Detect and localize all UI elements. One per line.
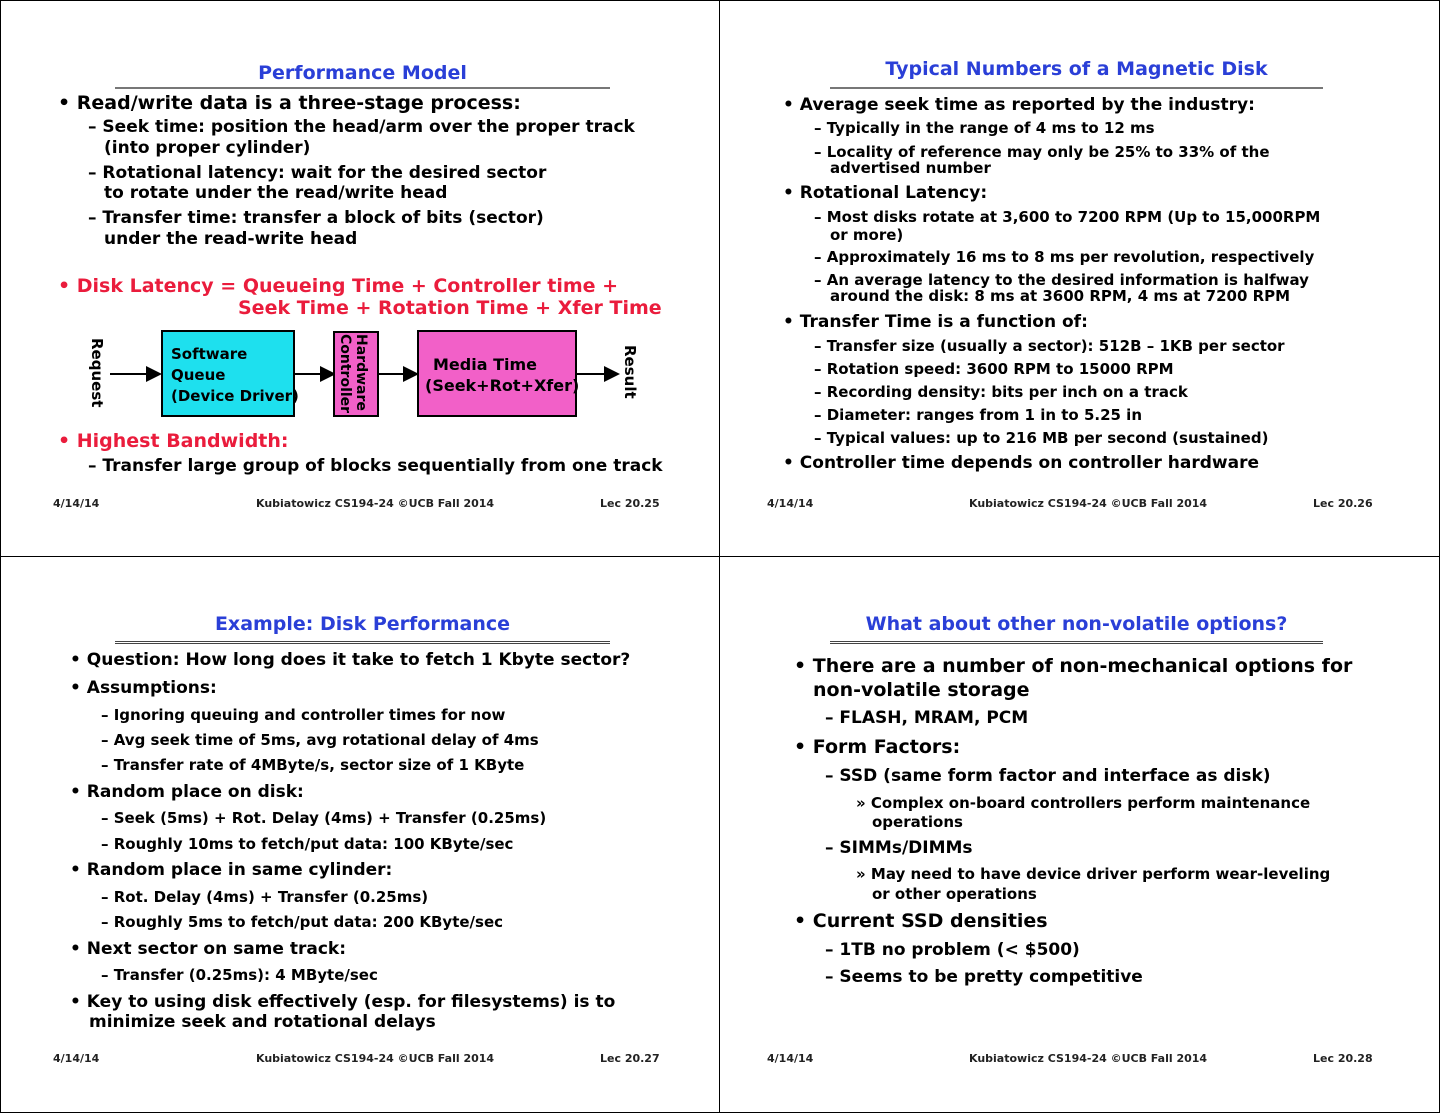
request-label: Request — [88, 338, 106, 408]
bullet: • Next sector on same track: — [70, 939, 347, 959]
bandwidth-heading: • Highest Bandwidth: — [58, 430, 289, 452]
latency-formula-cont: Seek Time + Rotation Time + Xfer Time — [238, 297, 662, 319]
sub-bullet: – 1TB no problem (< $500) — [825, 940, 1080, 960]
sub-bullet: – Rotational latency: wait for the desired sector — [88, 163, 547, 183]
hardware-controller-box — [333, 331, 379, 417]
bullet-cont: minimize seek and rotational delays — [89, 1012, 436, 1032]
controller-label: Controller — [337, 334, 353, 414]
sub-bullet: – SSD (same form factor and interface as disk) — [825, 766, 1271, 786]
sub-bullet: – Ignoring queuing and controller times for now — [101, 706, 506, 724]
bullet: • Rotational Latency: — [783, 183, 988, 203]
bullet: • Average seek time as reported by the industry: — [783, 95, 1255, 115]
bullet: • Controller time depends on controller hardware — [783, 453, 1259, 473]
footer-course: Kubiatowicz CS194-24 ©UCB Fall 2014 — [969, 497, 1208, 510]
footer-date: 4/14/14 — [53, 497, 100, 510]
footer-date: 4/14/14 — [53, 1052, 100, 1065]
slide-title: What about other non-volatile options? — [865, 613, 1288, 635]
footer-course: Kubiatowicz CS194-24 ©UCB Fall 2014 — [256, 497, 495, 510]
title-rule — [115, 641, 610, 644]
sub-bullet-cont: (into proper cylinder) — [104, 138, 311, 158]
bullet: • Key to using disk effectively (esp. for filesystems) is to — [70, 992, 616, 1012]
sub-sub-bullet-cont: operations — [872, 813, 963, 831]
bullet: • Question: How long does it take to fetch 1 Kbyte sector? — [70, 650, 631, 670]
sub-bullet: – Seek time: position the head/arm over the proper track — [88, 117, 635, 137]
sub-bullet: – Transfer (0.25ms): 4 MByte/sec — [101, 966, 378, 984]
sub-bullet: – Transfer size (usually a sector): 512B – 1KB per sector — [814, 337, 1285, 355]
sub-bullet: – Approximately 16 ms to 8 ms per revolution, respectively — [814, 248, 1315, 266]
sub-bullet: – Transfer time: transfer a block of bits (sector) — [88, 208, 544, 228]
slide-title: Example: Disk Performance — [214, 613, 511, 635]
sub-bullet: – Seek (5ms) + Rot. Delay (4ms) + Transfer (0.25ms) — [101, 809, 547, 827]
bullet: • Form Factors: — [794, 736, 961, 758]
footer-lecture: Lec 20.26 — [1313, 497, 1373, 510]
bullet: • Current SSD densities — [794, 910, 1048, 932]
bullet: • Random place in same cylinder: — [70, 860, 393, 880]
footer-date: 4/14/14 — [767, 497, 814, 510]
bullet: • There are a number of non-mechanical options for — [794, 655, 1353, 677]
sub-bullet: – Transfer rate of 4MByte/s, sector size of 1 KByte — [101, 756, 525, 774]
sub-bullet-cont: or more) — [830, 226, 904, 244]
sub-bullet: – Seems to be pretty competitive — [825, 967, 1143, 987]
hardware-label: Hardware — [353, 334, 369, 411]
sub-bullet: – SIMMs/DIMMs — [825, 838, 973, 858]
sub-bullet: – Locality of reference may only be 25% to 33% of the — [814, 143, 1270, 161]
slide-non-volatile-options — [720, 557, 1439, 1113]
sub-bullet: – Diameter: ranges from 1 in to 5.25 in — [814, 406, 1142, 424]
slide-title: Performance Model — [258, 62, 467, 84]
sub-sub-bullet: » Complex on-board controllers perform maintenance — [856, 794, 1311, 812]
title-rule — [830, 87, 1323, 89]
software-queue-line: Software — [171, 345, 248, 363]
bullet: • Random place on disk: — [70, 782, 304, 802]
sub-bullet: – Recording density: bits per inch on a track — [814, 383, 1188, 401]
media-time-box — [417, 330, 580, 417]
sub-bullet: – Roughly 5ms to fetch/put data: 200 KByte/sec — [101, 913, 504, 931]
sub-bullet-cont: around the disk: 8 ms at 3600 RPM, 4 ms at 7200 RPM — [830, 287, 1291, 305]
footer-lecture: Lec 20.27 — [600, 1052, 660, 1065]
slide-example-disk-performance — [0, 557, 719, 1113]
bullet-cont: non-volatile storage — [813, 679, 1030, 701]
footer-course: Kubiatowicz CS194-24 ©UCB Fall 2014 — [969, 1052, 1208, 1065]
software-queue-line: Queue — [171, 366, 226, 384]
bullet: • Assumptions: — [70, 678, 217, 698]
software-queue-line: (Device Driver) — [171, 387, 299, 405]
sub-bullet: – Most disks rotate at 3,600 to 7200 RPM (Up to 15,000RPM — [814, 208, 1321, 226]
sub-bullet-cont: under the read-write head — [104, 229, 358, 249]
title-rule — [115, 87, 610, 89]
sub-bullet: – Rotation speed: 3600 RPM to 15000 RPM — [814, 360, 1174, 378]
sub-bullet: – Transfer large group of blocks sequentially from one track — [88, 456, 663, 476]
software-queue-box — [161, 330, 299, 417]
sub-bullet: – Typically in the range of 4 ms to 12 ms — [814, 119, 1155, 137]
sub-bullet: – Typical values: up to 216 MB per second (sustained) — [814, 429, 1269, 447]
footer-lecture: Lec 20.28 — [1313, 1052, 1373, 1065]
slide-typical-numbers — [720, 0, 1439, 556]
sub-bullet: – Roughly 10ms to fetch/put data: 100 KByte/sec — [101, 835, 514, 853]
title-rule — [830, 641, 1323, 644]
sub-bullet: – Avg seek time of 5ms, avg rotational delay of 4ms — [101, 731, 539, 749]
footer-lecture: Lec 20.25 — [600, 497, 660, 510]
sub-bullet-cont: advertised number — [830, 159, 991, 177]
slide-performance-model — [0, 0, 719, 556]
result-label: Result — [621, 345, 639, 399]
latency-formula: • Disk Latency = Queueing Time + Controller time + — [58, 275, 619, 297]
media-time-line: (Seek+Rot+Xfer) — [425, 376, 580, 395]
media-time-line: Media Time — [433, 355, 537, 374]
sub-bullet: – Rot. Delay (4ms) + Transfer (0.25ms) — [101, 888, 429, 906]
sub-sub-bullet: » May need to have device driver perform wear-leveling — [856, 865, 1331, 883]
sub-bullet: – An average latency to the desired information is halfway — [814, 271, 1309, 289]
bullet: • Read/write data is a three-stage process: — [58, 92, 521, 114]
footer-date: 4/14/14 — [767, 1052, 814, 1065]
bullet: • Transfer Time is a function of: — [783, 312, 1088, 332]
footer-course: Kubiatowicz CS194-24 ©UCB Fall 2014 — [256, 1052, 495, 1065]
slide-title: Typical Numbers of a Magnetic Disk — [885, 58, 1268, 80]
sub-sub-bullet-cont: or other operations — [872, 885, 1037, 903]
sub-bullet-cont: to rotate under the read/write head — [104, 183, 448, 203]
sub-bullet: – FLASH, MRAM, PCM — [825, 708, 1029, 728]
